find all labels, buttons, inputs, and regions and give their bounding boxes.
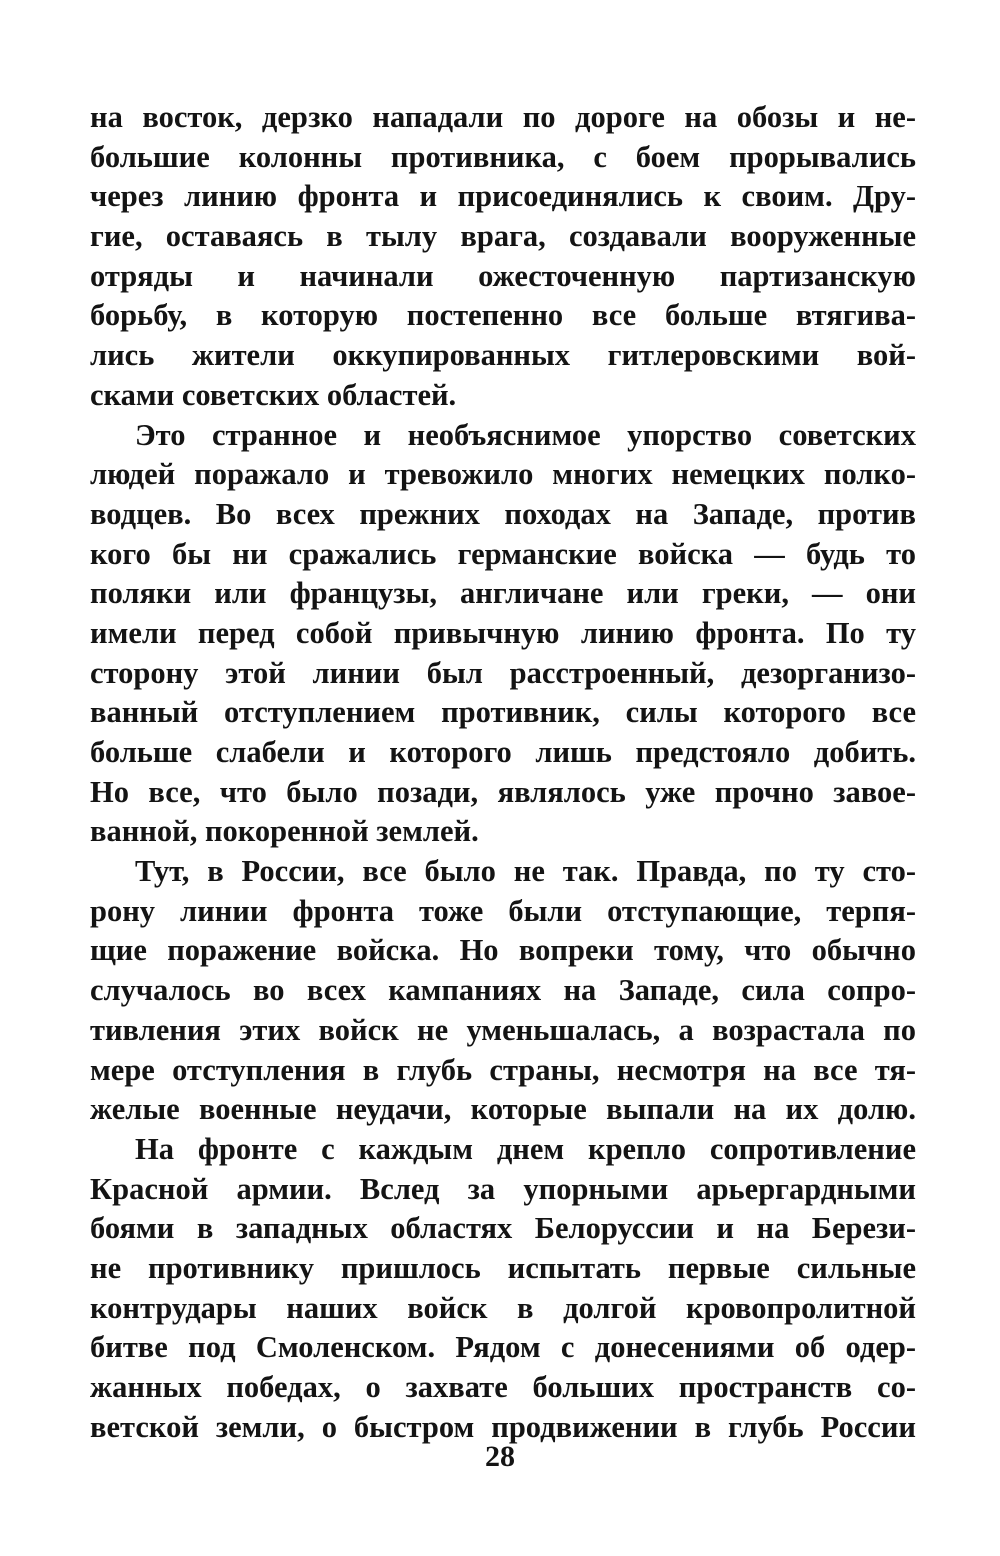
text-line: больше слабели и которого лишь предстояло добить. xyxy=(90,735,916,769)
text-line: лись жители оккупированных гитлеровскими вой- xyxy=(90,338,916,373)
text-line: кого бы ни сражались германские войска — будь то xyxy=(90,536,916,571)
text-line: через линию фронта и присоединялись к своим. Дру- xyxy=(90,179,916,214)
text-line: отряды и начинали ожесточенную партизанскую xyxy=(90,258,916,293)
text-line: битве под Смоленском. Рядом с донесениями об одер- xyxy=(90,1330,916,1365)
text-line: большие колонны противника, с боем прорывались xyxy=(90,139,916,174)
text-line: контрудары наших войск в долгой кровопролитной xyxy=(90,1290,916,1325)
text-line: случалось во всех кампаниях на Западе, сила сопро- xyxy=(90,973,916,1008)
text-line: не противнику пришлось испытать первые сильные xyxy=(90,1250,916,1285)
text-line: ванной, покоренной землей. xyxy=(90,814,479,849)
text-line: поляки или французы, англичане или греки, — они xyxy=(90,576,916,611)
text-line: щие поражение войска. Но вопреки тому, что обычно xyxy=(90,933,916,968)
text-line: боями в западных областях Белоруссии и на Берези- xyxy=(90,1211,916,1246)
text-line: желые военные неудачи, которые выпали на их долю. xyxy=(90,1092,916,1127)
text-line: жанных победах, о захвате больших пространств со- xyxy=(90,1370,916,1404)
text-line: борьбу, в которую постепенно все больше втягива- xyxy=(90,298,916,333)
page-number: 28 xyxy=(485,1440,515,1473)
text-line: мере отступления в глубь страны, несмотря на все тя- xyxy=(90,1052,916,1087)
text-line: имели перед собой привычную линию фронта. По ту xyxy=(90,615,916,650)
text-line: сторону этой линии был расстроенный, дезорганизо- xyxy=(90,655,916,690)
text-line: водцев. Во всех прежних походах на Западе, против xyxy=(90,496,916,531)
text-line: гие, оставаясь в тылу врага, создавали вооруженные xyxy=(90,219,916,254)
text-line: ветской земли, о быстром продвижении в глубь России xyxy=(90,1409,916,1444)
paragraph-first-line: Тут, в России, все было не так. Правда, по ту сто- xyxy=(135,854,916,889)
text-line: ванный отступлением противник, силы которого все xyxy=(90,695,916,730)
text-line: Но все, что было позади, являлось уже прочно завое- xyxy=(90,774,916,809)
text-line: сками советских областей. xyxy=(90,377,457,412)
text-line: на восток, дерзко нападали по дороге на обозы и не- xyxy=(90,100,916,134)
text-line: рону линии фронта тоже были отступающие, терпя- xyxy=(90,893,916,928)
text-line: людей поражало и тревожило многих немецких полко- xyxy=(90,457,916,492)
text-line: Красной армии. Вслед за упорными арьергардными xyxy=(90,1171,916,1206)
text-line: тивления этих войск не уменьшалась, а возрастала по xyxy=(90,1012,916,1047)
paragraph-first-line: На фронте с каждым днем крепло сопротивление xyxy=(135,1131,916,1166)
paragraph-first-line: Это странное и необъяснимое упорство советских xyxy=(135,417,916,452)
body-text xyxy=(90,98,916,1447)
